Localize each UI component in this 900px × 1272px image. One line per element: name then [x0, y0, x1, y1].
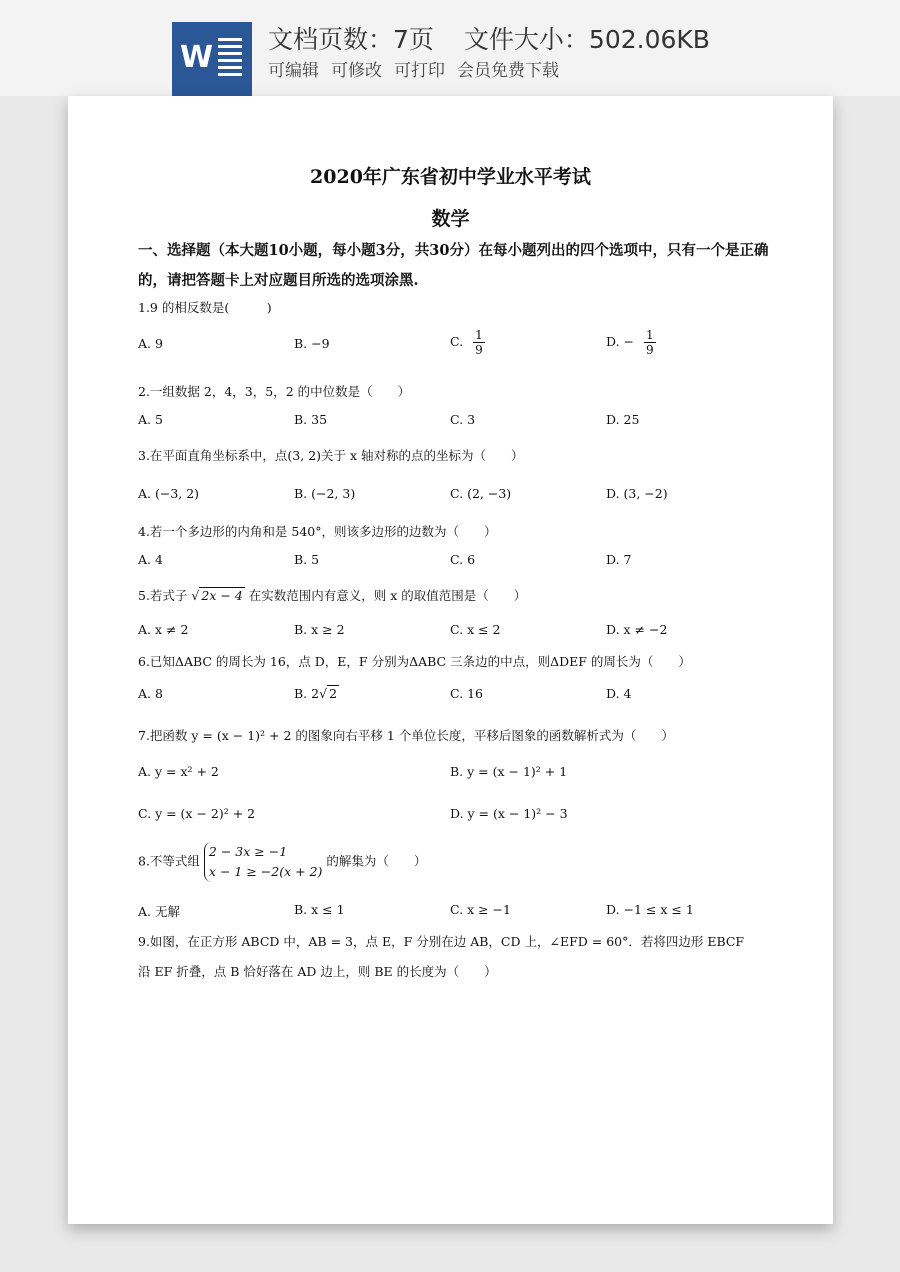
q5-stem-suffix: 在实数范围内有意义，则 x 的取值范围是（ ）	[248, 588, 527, 603]
q7-option-d: D. y = (x − 1)² − 3	[450, 806, 568, 821]
download-banner	[0, 0, 900, 96]
q1-option-a: A. 9	[138, 336, 163, 351]
q5-option-b: B. x ≥ 2	[294, 622, 345, 637]
q5-option-a: A. x ≠ 2	[138, 622, 189, 637]
question-6-stem: 6.已知ΔABC 的周长为 16，点 D，E，F 分别为ΔABC 三条边的中点，则ΔDEF 的周长为（ ）	[138, 654, 691, 669]
q3-option-b: B. (−2, 3)	[294, 486, 356, 501]
q6-option-b: B. 2√ 2	[294, 686, 338, 701]
q6-option-a: A. 8	[138, 686, 163, 701]
q1-option-d	[606, 328, 656, 357]
q2-option-d: D. 25	[606, 412, 640, 427]
question-2-stem: 2.一组数据 2，4，3，5，2 的中位数是（ ）	[138, 384, 411, 399]
word-document-icon	[172, 22, 252, 96]
q8-option-d: D. −1 ≤ x ≤ 1	[606, 902, 694, 917]
question-4-stem: 4.若一个多边形的内角和是 540°，则该多边形的边数为（ ）	[138, 524, 497, 539]
q6-option-c: C. 16	[450, 686, 483, 701]
question-3-stem: 3.在平面直角坐标系中，点(3, 2)关于 x 轴对称的点的坐标为（ ）	[138, 448, 524, 463]
question-1-stem: 1.9 的相反数是( )	[138, 300, 272, 315]
q7-option-c: C. y = (x − 2)² + 2	[138, 806, 256, 821]
q3-option-d: D. (3, −2)	[606, 486, 668, 501]
banner-features	[268, 56, 571, 81]
feature-printable: 可打印	[394, 61, 445, 81]
q2-option-b: B. 35	[294, 412, 328, 427]
section-heading: 一、选择题（本大题10小题，每小题3分，共30分）在每小题列出的四个选项中，只有一个是正确的，请把答题卡上对应题目所选的选项涂黑.	[138, 242, 769, 289]
feature-member-download: 会员免费下载	[457, 61, 559, 81]
q8-option-b: B. x ≤ 1	[294, 902, 345, 917]
q5-radicand: 2x − 4	[201, 588, 243, 603]
banner-title	[268, 20, 710, 56]
question-5-stem: 5.若式子 √ 2x − 4 在实数范围内有意义，则 x 的取值范围是（ ）	[138, 588, 527, 603]
feature-modifiable: 可修改	[331, 61, 382, 81]
q6-option-d: D. 4	[606, 686, 632, 701]
q3-option-c: C. (2, −3)	[450, 486, 512, 501]
q1-d-numerator: 1	[645, 328, 654, 342]
q5-option-c: C. x ≤ 2	[450, 622, 501, 637]
q1-c-numerator: 1	[475, 328, 483, 342]
q4-option-b: B. 5	[294, 552, 320, 567]
q5-stem-prefix: 5.若式子	[138, 588, 188, 603]
file-size: 文件大小：502.06KB	[463, 25, 710, 54]
q1-c-denominator: 9	[475, 343, 483, 357]
document-title: 2020年广东省初中学业水平考试	[310, 166, 591, 188]
q8-option-a: A. 无解	[138, 904, 180, 919]
page-count: 文档页数：7页	[268, 25, 434, 54]
document-subject: 数学	[431, 208, 470, 230]
document-lines-icon	[218, 38, 242, 78]
q8-stem-suffix: 的解集为（ ）	[326, 853, 427, 869]
q6-option-b-label: B. 2	[294, 686, 320, 701]
inequality-system	[204, 842, 322, 882]
q1-option-b: B. −9	[294, 336, 330, 351]
question-8-stem	[138, 842, 778, 882]
q2-option-c: C. 3	[450, 412, 476, 427]
q1-option-d-label: D. −	[606, 334, 634, 349]
question-9-stem-line-2: 沿 EF 折叠，点 B 恰好落在 AD 边上，则 BE 的长度为（ ）	[138, 964, 497, 979]
word-logo-letter: W	[180, 40, 214, 75]
document-page	[68, 96, 833, 1224]
q4-option-a: A. 4	[138, 552, 163, 567]
q6-b-radicand: 2	[329, 686, 338, 701]
q4-option-c: C. 6	[450, 552, 476, 567]
q7-option-b: B. y = (x − 1)² + 1	[450, 764, 568, 779]
q1-d-fraction	[644, 328, 656, 357]
q2-option-a: A. 5	[138, 412, 163, 427]
q1-c-fraction	[473, 328, 485, 357]
q1-d-denominator: 9	[645, 343, 654, 357]
q5-option-d: D. x ≠ −2	[606, 622, 668, 637]
feature-editable: 可编辑	[268, 61, 319, 81]
q8-stem-prefix: 8.不等式组	[138, 853, 200, 869]
question-9-stem: 9.如图，在正方形 ABCD 中，AB = 3，点 E，F 分别在边 AB，CD 上，∠EFD = 60°．若将四边形 EBCF	[138, 934, 745, 949]
q1-option-c	[450, 328, 485, 357]
question-7-stem: 7.把函数 y = (x − 1)² + 2 的图象向右平移 1 个单位长度，平移后图象的函数解析式为（ ）	[138, 728, 674, 743]
q8-option-c: C. x ≥ −1	[450, 902, 511, 917]
q1-option-c-label: C.	[450, 334, 464, 349]
q7-option-a: A. y = x² + 2	[138, 764, 219, 779]
inequality-2: x − 1 ≥ −2(x + 2)	[208, 864, 323, 879]
q4-option-d: D. 7	[606, 552, 632, 567]
inequality-1: 2 − 3x ≥ −1	[208, 844, 288, 859]
q3-option-a: A. (−3, 2)	[138, 486, 200, 501]
